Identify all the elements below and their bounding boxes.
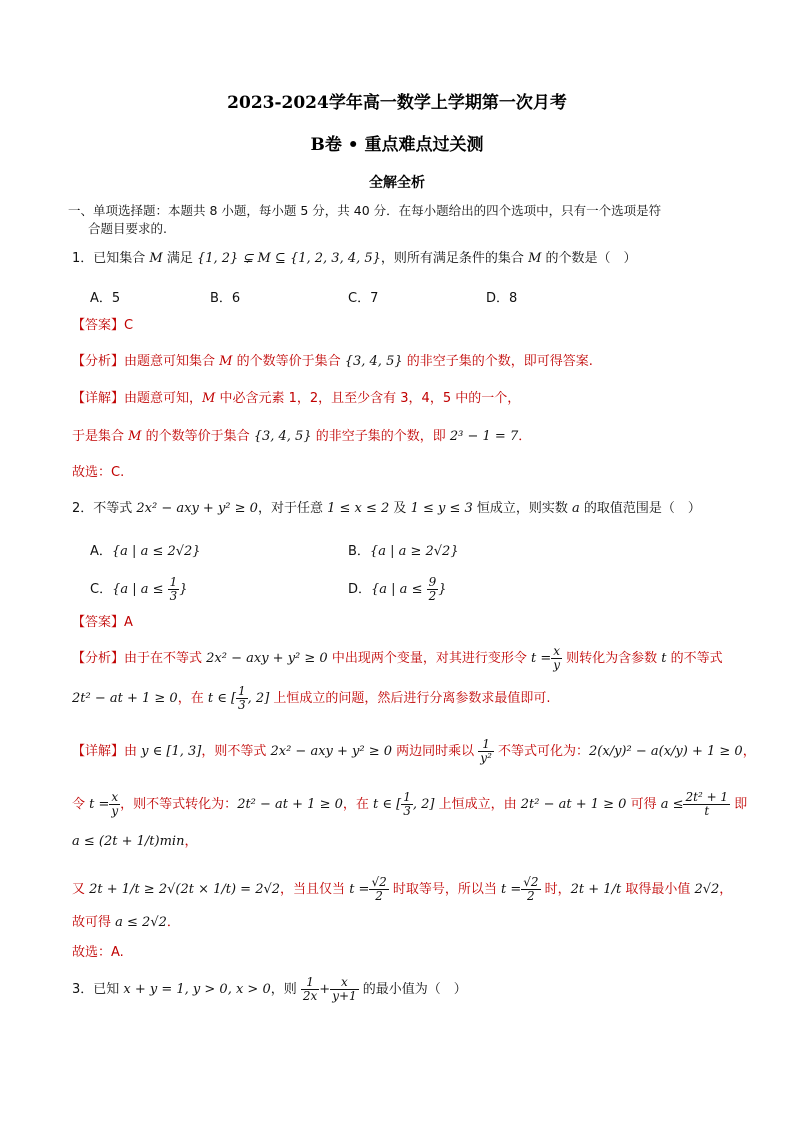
q2-option-c: C．{a | a ≤ $\frac{1}{3}$ } (90, 575, 188, 603)
q2-stem: 2．不等式 2x² − axy + y² ≥ 0，对于任意 1 ≤ x ≤ 2 及 1 ≤ y ≤ 3 恒成立，则实数 a 的取值范围是（ ） (72, 501, 701, 516)
q2-detail-5: 故可得 a ≤ 2√2． (72, 915, 180, 930)
q2-option-b: B．{a | a ≥ 2√2} (348, 544, 459, 559)
q1-stem: 1．已知集合 M 满足 {1, 2} ⊊ M ⊆ {1, 2, 3, 4, 5}，则所有满足条件的集合 M 的个数是（ ） (72, 251, 637, 266)
q2-detail-3: a ≤ (2t + 1/t)min， (72, 834, 198, 849)
q2-detail-2: 令 t = $\frac{x}{y}$ ，则不等式转化为：2t² − at + 1 ≥ 0，在 t ∈ [ $\frac{1}{3}$ , 2] 上恒成立，由 2t² − at + 1 ≥ 0 可得 a ≤ $\frac{\text{2t² + 1}}{t}$ 即 (72, 790, 748, 818)
q1-choose: 故选：C. (72, 465, 125, 480)
q1-option-b: B．6 (210, 291, 241, 306)
q1-detail-1: 【详解】由题意可知，M 中必含元素 1，2，且至少含有 3，4，5 中的一个， (72, 391, 521, 406)
doc-title: 2023-2024学年高一数学上学期第一次月考 (227, 93, 567, 113)
q2-detail-4: 又 2t + 1/t ≥ 2√(2t × 1/t) = 2√2，当且仅当 t = $\frac{√2}{2}$ 时取等号，所以当 t = $\frac{√2}{2}$ 时，2t + 1/t 取得最小值 2√2， (72, 875, 733, 903)
q2-option-a: A．{a | a ≤ 2√2} (90, 544, 201, 559)
doc-subtitle: B卷 • 重点难点过关测 (310, 135, 484, 155)
q1-detail-2: 于是集合 M 的个数等价于集合 {3, 4, 5} 的非空子集的个数，即 2³ − 1 = 7． (72, 429, 532, 444)
q2-detail-1: 【详解】由 y ∈ [1, 3]，则不等式 2x² − axy + y² ≥ 0 两边同时乘以 $\frac{1}{\text{y²}}$ 不等式可化为：2(x/y)² − a(x/y) + 1 ≥ 0， (72, 737, 756, 765)
intro-line-1: 一、单项选择题：本题共 8 小题，每小题 5 分，共 40 分．在每小题给出的四个选项中，只有一个选项是符 (68, 203, 662, 218)
q1-option-c: C．7 (348, 291, 379, 306)
intro-line-2: 合题目要求的. (88, 221, 167, 236)
q1-answer: 【答案】C (72, 318, 134, 333)
q2-analysis-1: 【分析】由于在不等式 2x² − axy + y² ≥ 0 中出现两个变量，对其进行变形令 t = $\frac{x}{y}$ 则转化为含参数 t 的不等式 (72, 644, 723, 672)
q1-option-a: A．5 (90, 291, 121, 306)
q2-answer: 【答案】A (72, 615, 133, 630)
q2-choose: 故选：A. (72, 945, 124, 960)
q1-option-d: D．8 (486, 291, 518, 306)
q3-stem: 3．已知 x + y = 1, y > 0, x > 0，则 $\frac{1}{2x}$ + $\frac{x}{y+1}$ 的最小值为（ ） (72, 975, 467, 1003)
section-title: 全解全析 (369, 175, 425, 191)
q2-option-d: D．{a | a ≤ $\frac{9}{2}$ } (348, 575, 447, 603)
q2-analysis-2: 2t² − at + 1 ≥ 0，在 t ∈ [ $\frac{1}{3}$ , 2] 上恒成立的问题，然后进行分离参数求最值即可. (72, 684, 551, 712)
q1-analysis: 【分析】由题意可知集合 M 的个数等价于集合 {3, 4, 5} 的非空子集的个数，即可得答案. (72, 354, 593, 369)
